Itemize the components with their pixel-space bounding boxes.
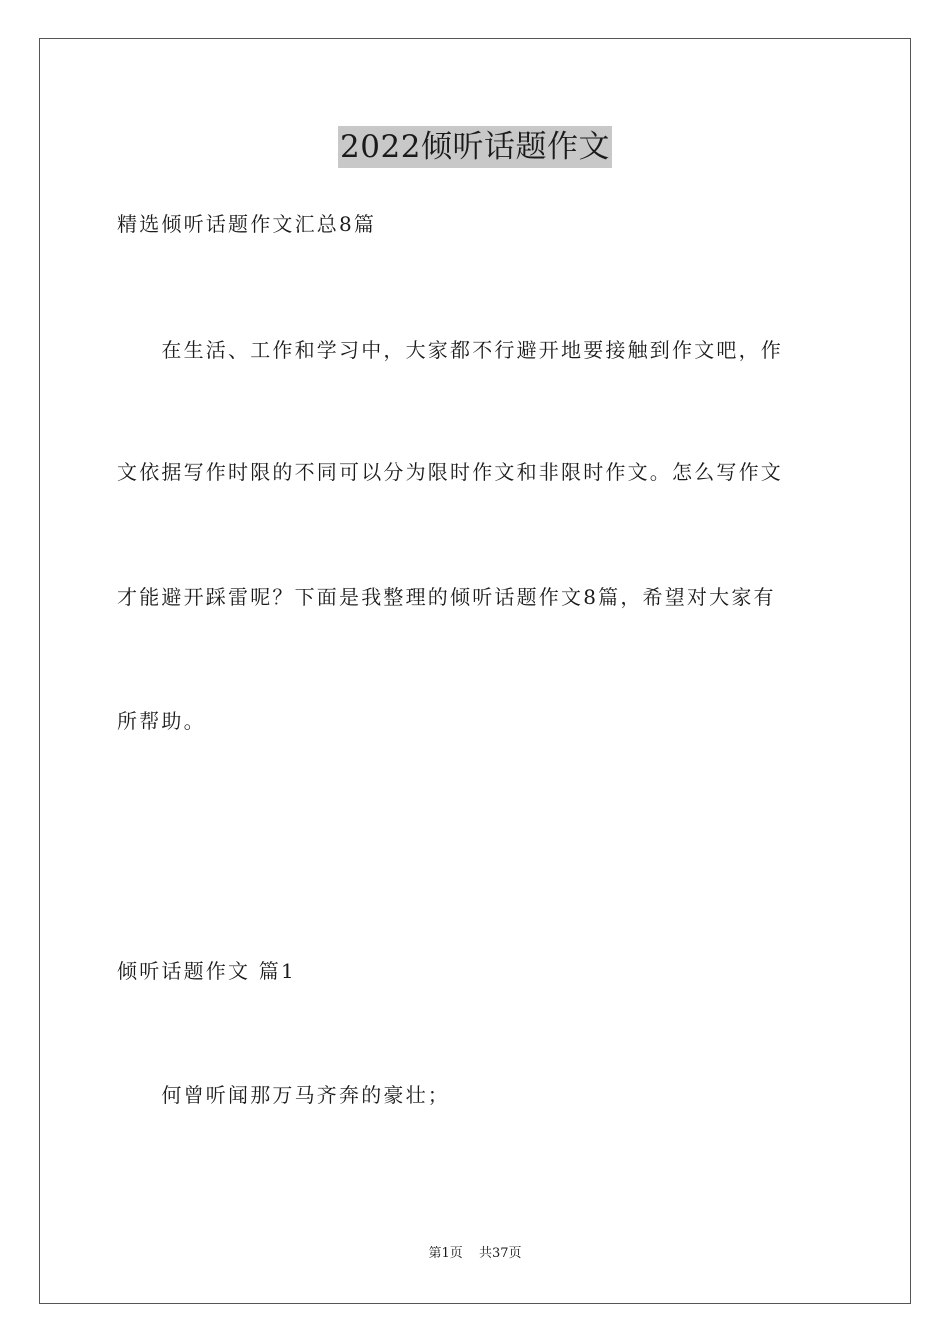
- title-container: [0, 126, 950, 168]
- page-total: 共37页: [478, 1246, 522, 1261]
- intro-line-3: 才能避开踩雷呢？下面是我整理的倾听话题作文8篇，希望对大家有: [117, 585, 776, 609]
- document-subtitle: 精选倾听话题作文汇总8篇: [117, 212, 377, 236]
- page-number: 第1页: [428, 1246, 463, 1261]
- page-footer: [0, 1245, 950, 1263]
- intro-line-2: 文依据写作时限的不同可以分为限时作文和非限时作文。怎么写作文: [117, 460, 783, 484]
- body-line: 何曾听闻那万马齐奔的豪壮；: [117, 1083, 450, 1107]
- intro-line-4: 所帮助。: [117, 709, 206, 733]
- intro-line-1: 在生活、工作和学习中，大家都不行避开地要接触到作文吧，作: [117, 338, 783, 362]
- document-title: 2022倾听话题作文: [338, 126, 612, 168]
- section-heading: 倾听话题作文 篇1: [117, 959, 296, 983]
